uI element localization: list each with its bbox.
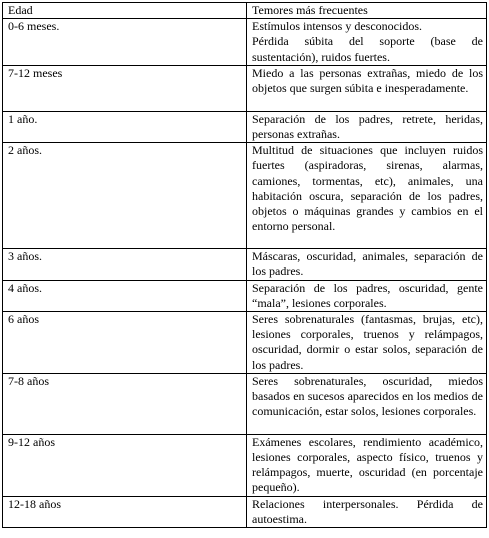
- table-row: [3, 312, 487, 374]
- fears-text: Exámenes escolares, rendimiento académico, lesiones corporales, aspecto físico, truenos y relámpagos, muerte, oscuridad (en porcentaje pequeño).: [252, 434, 483, 495]
- table-row: [3, 434, 487, 496]
- age-cell: 0-6 meses.: [3, 19, 247, 66]
- table-row: [3, 111, 487, 142]
- fears-text: Estímulos intensos y desconocidos.: [252, 19, 422, 34]
- age-cell: 6 años: [3, 312, 247, 374]
- table-row: [3, 280, 487, 311]
- fears-text: Seres sobrenaturales, oscuridad, miedos basados en sucesos aparecidos en los medios de comunicación, estar solos, lesiones corporales.: [252, 373, 483, 419]
- age-cell: 3 años.: [3, 249, 247, 280]
- table-row: [3, 65, 487, 111]
- age-cell: 2 años.: [3, 143, 247, 249]
- fears-cell: [247, 496, 487, 527]
- fears-cell: [247, 143, 487, 249]
- table-header-row: [3, 3, 487, 19]
- age-cell: 1 año.: [3, 111, 247, 142]
- fears-cell: [247, 280, 487, 311]
- fears-cell: [247, 111, 487, 142]
- fears-cell: [247, 373, 487, 434]
- age-cell: 4 años.: [3, 280, 247, 311]
- fears-text: Multitud de situaciones que incluyen ruidos fuertes (aspiradoras, sirenas, alarmas, camiones, tormentas, etc), animales, una habitación oscura, separación de los padres, objetos o máquinas grandes y cambios en el entorno personal.: [252, 143, 483, 234]
- table-row: [3, 19, 487, 66]
- fears-cell: [247, 65, 487, 111]
- age-cell: 12-18 años: [3, 496, 247, 527]
- fears-text: Separación de los padres, retrete, heridas, personas extrañas.: [252, 111, 483, 142]
- column-header-age: Edad: [3, 3, 247, 19]
- fears-cell: [247, 434, 487, 496]
- fears-text: Relaciones interpersonales. Pérdida de autoestima.: [252, 496, 483, 526]
- fears-cell: [247, 19, 487, 66]
- fears-text: Pérdida súbita del soporte (base de sustentación), ruidos fuertes.: [252, 34, 483, 64]
- age-cell: 9-12 años: [3, 434, 247, 496]
- table-row: [3, 143, 487, 249]
- age-cell: 7-8 años: [3, 373, 247, 434]
- fears-text: Seres sobrenaturales (fantasmas, brujas, etc), lesiones corporales, truenos y relámpagos, oscuridad, dormir o estar solos, separación de los padres.: [252, 312, 483, 372]
- fears-text: Máscaras, oscuridad, animales, separación de los padres.: [252, 249, 483, 279]
- fears-text: Separación de los padres, oscuridad, gente “mala”, lesiones corporales.: [252, 280, 483, 310]
- table-row: [3, 496, 487, 527]
- table-row: [3, 373, 487, 434]
- fears-cell: [247, 249, 487, 280]
- fears-text: Miedo a las personas extrañas, miedo de los objetos que surgen súbita e inesperadamente.: [252, 65, 483, 96]
- fears-by-age-table: [2, 2, 487, 528]
- age-cell: 7-12 meses: [3, 65, 247, 111]
- fears-cell: [247, 312, 487, 374]
- table-row: [3, 249, 487, 280]
- column-header-fears: Temores más frecuentes: [247, 3, 487, 19]
